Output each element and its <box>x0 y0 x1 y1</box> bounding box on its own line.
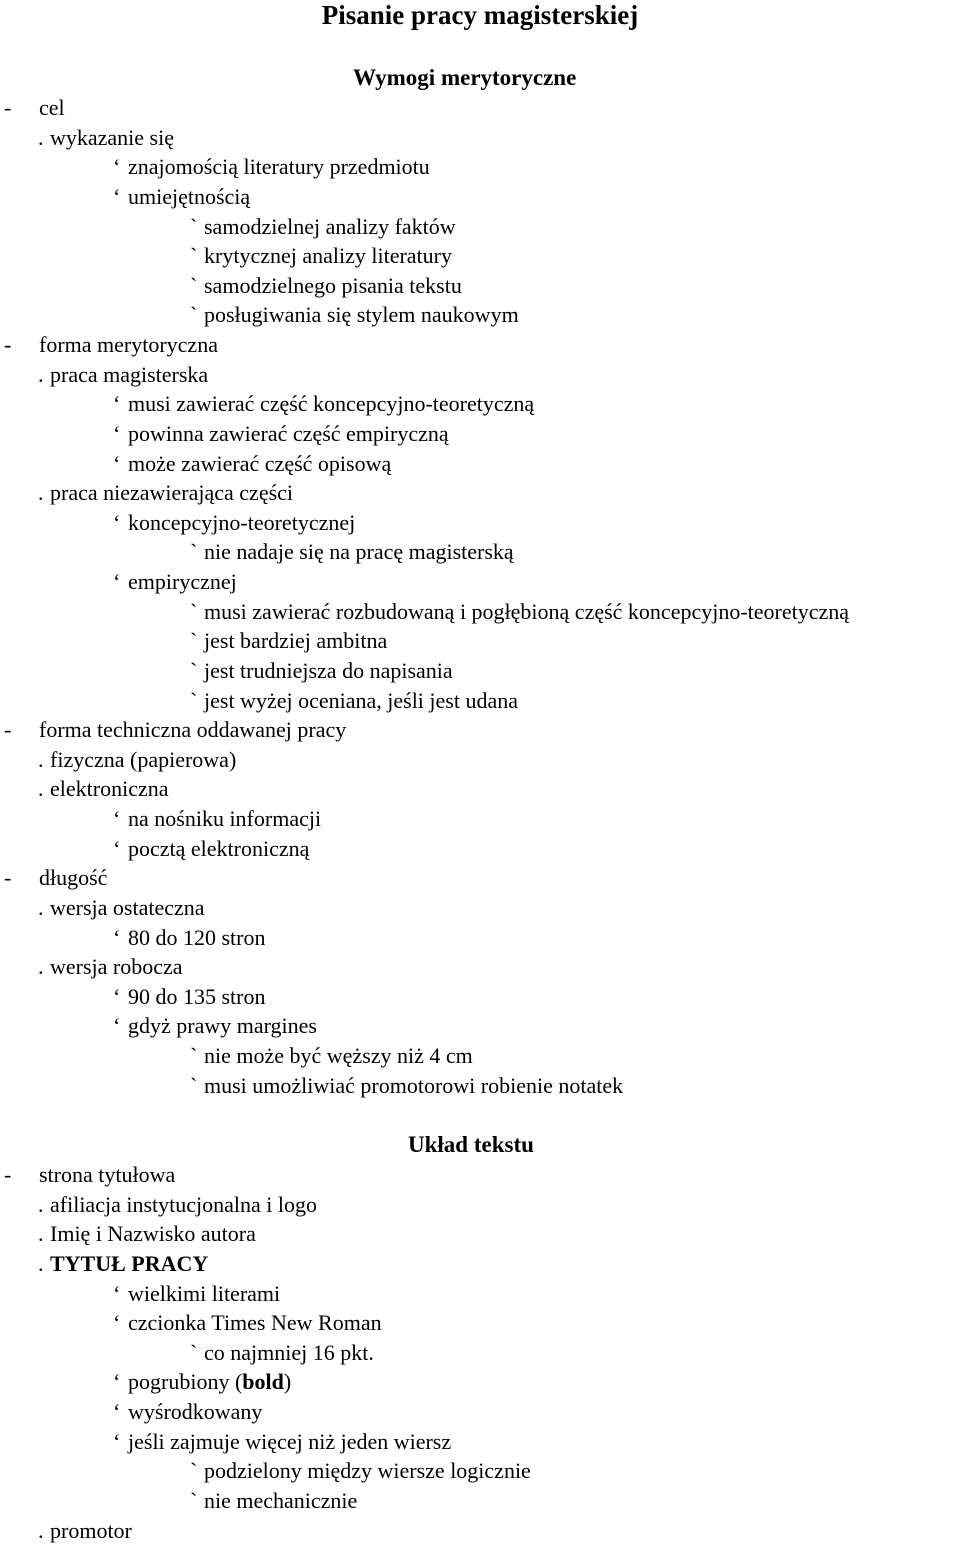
bullet-marker: . <box>38 480 44 506</box>
outline-item <box>0 212 960 242</box>
outline-item-text: strona tytułowa <box>39 1162 176 1187</box>
text-part: pogrubiony ( <box>128 1369 243 1395</box>
bullet-marker: ‘ <box>113 806 121 831</box>
outline-item-text: może zawierać część opisową <box>128 450 392 476</box>
outline-item <box>0 656 960 686</box>
outline-item <box>0 508 960 538</box>
outline-item <box>0 1397 960 1427</box>
bullet-marker: ` <box>190 1458 198 1484</box>
outline-item-text: posługiwania się stylem naukowym <box>204 302 519 328</box>
bullet-marker: ` <box>190 657 198 683</box>
outline-item-text: koncepcyjno-teoretycznej <box>128 509 356 535</box>
outline-item-text: jest trudniejsza do napisania <box>204 657 453 683</box>
outline-item <box>0 1427 960 1457</box>
outline-item-text: krytycznej analizy literatury <box>204 243 452 269</box>
outline-item <box>0 597 960 627</box>
bullet-marker: . <box>38 894 44 920</box>
outline-item-text: wykazanie się <box>50 124 174 150</box>
outline-item <box>0 1456 960 1486</box>
bullet-marker: ` <box>190 302 198 328</box>
bullet-marker: . <box>38 776 44 802</box>
outline-item <box>0 1219 960 1249</box>
outline-item-text: znajomością literatury przedmiotu <box>128 154 430 180</box>
bullet-marker: - <box>4 95 12 120</box>
outline-item <box>0 1367 960 1397</box>
bullet-marker: - <box>4 332 12 357</box>
outline-item <box>0 804 960 834</box>
outline-item <box>0 1486 960 1516</box>
outline-item <box>0 1308 960 1338</box>
outline-item-text: wersja ostateczna <box>50 894 205 920</box>
bullet-marker: . <box>38 1517 44 1543</box>
outline-item-text: afiliacja instytucjonalna i logo <box>50 1191 317 1217</box>
bullet-marker: ` <box>190 687 198 713</box>
text-part: ) <box>283 1369 292 1395</box>
bullet-marker: ‘ <box>113 569 121 594</box>
outline-item <box>0 1071 960 1101</box>
bullet-marker: . <box>38 124 44 150</box>
outline-item-text: na nośniku informacji <box>128 806 322 831</box>
outline-item <box>0 1160 960 1190</box>
outline-item <box>0 537 960 567</box>
outline-item <box>0 419 960 449</box>
bullet-marker: . <box>38 1221 44 1247</box>
outline-item-text: cel <box>39 95 65 120</box>
outline-item-text: wyśrodkowany <box>128 1399 263 1424</box>
outline-item <box>0 389 960 419</box>
bullet-marker: ` <box>190 272 198 298</box>
outline-item-text: pocztą elektroniczną <box>128 835 310 861</box>
outline-item <box>0 360 960 390</box>
outline-item-text: nie mechanicznie <box>204 1487 358 1513</box>
outline-list-wymogi <box>0 93 960 1100</box>
outline-item-text: jest bardziej ambitna <box>204 628 388 654</box>
outline-item-text: podzielony między wiersze logicznie <box>204 1458 531 1484</box>
outline-item-text: forma techniczna oddawanej pracy <box>39 717 347 743</box>
bullet-marker: ‘ <box>113 509 121 535</box>
outline-item-text: umiejętnością <box>128 183 251 209</box>
bullet-marker: - <box>4 865 12 891</box>
outline-item <box>0 1338 960 1368</box>
bullet-marker: - <box>4 1162 12 1187</box>
outline-item-text: gdyż prawy margines <box>128 1013 317 1039</box>
outline-item <box>0 1516 960 1545</box>
bullet-marker: ` <box>190 598 198 624</box>
bullet-marker: ‘ <box>113 1369 121 1395</box>
outline-item-text: musi umożliwiać promotorowi robienie notatek <box>204 1072 624 1098</box>
outline-item <box>0 982 960 1012</box>
outline-item-text: promotor <box>50 1517 132 1543</box>
bullet-marker: ‘ <box>113 1280 121 1306</box>
bullet-marker: ‘ <box>113 420 121 446</box>
bullet-marker: ‘ <box>113 1310 121 1336</box>
section-heading-uklad: Układ tekstu <box>408 1132 534 1157</box>
bullet-marker: . <box>38 361 44 387</box>
outline-item-text: 80 do 120 stron <box>128 924 266 950</box>
bullet-marker: ` <box>190 213 198 239</box>
outline-item <box>0 952 960 982</box>
outline-item-text: 90 do 135 stron <box>128 983 266 1009</box>
outline-item <box>0 863 960 893</box>
bullet-marker: ‘ <box>113 835 121 861</box>
outline-item <box>0 834 960 864</box>
outline-item <box>0 715 960 745</box>
bold-word: bold <box>242 1369 284 1395</box>
bullet-marker: ` <box>190 1043 198 1068</box>
bullet-marker: ` <box>190 1072 198 1098</box>
outline-item-text: musi zawierać rozbudowaną i pogłębioną część koncepcyjno-teoretyczną <box>204 598 850 624</box>
outline-item <box>0 1041 960 1071</box>
outline-item-text: empirycznej <box>128 569 237 594</box>
outline-item-text: jeśli zajmuje więcej niż jeden wiersz <box>128 1428 452 1454</box>
outline-item <box>0 745 960 775</box>
outline-item-text: musi zawierać część koncepcyjno-teoretyczną <box>128 391 535 417</box>
bullet-marker: . <box>38 1191 44 1217</box>
outline-item-text: jest wyżej oceniana, jeśli jest udana <box>204 687 518 713</box>
outline-item <box>0 1249 960 1279</box>
bullet-marker: ` <box>190 243 198 269</box>
bullet-marker: ‘ <box>113 391 121 417</box>
outline-item <box>0 152 960 182</box>
outline-item-text: forma merytoryczna <box>39 332 218 357</box>
outline-item-text: praca niezawierająca części <box>50 480 294 506</box>
bullet-marker: . <box>38 954 44 980</box>
outline-item-text: nie może być węższy niż 4 cm <box>204 1043 473 1068</box>
outline-item <box>0 686 960 716</box>
bullet-marker: ‘ <box>113 983 121 1009</box>
outline-item <box>0 1190 960 1220</box>
outline-item <box>0 93 960 123</box>
bullet-marker: ‘ <box>113 183 121 209</box>
outline-item <box>0 774 960 804</box>
outline-item <box>0 123 960 153</box>
outline-item-text: praca magisterska <box>50 361 209 387</box>
bullet-marker: ‘ <box>113 154 121 180</box>
bullet-marker: ` <box>190 1339 198 1365</box>
outline-item <box>0 241 960 271</box>
outline-item <box>0 271 960 301</box>
bullet-marker: ‘ <box>113 924 121 950</box>
outline-item <box>0 330 960 360</box>
outline-item-text: nie nadaje się na pracę magisterską <box>204 539 514 565</box>
outline-item <box>0 1279 960 1309</box>
bullet-marker: ` <box>190 1487 198 1513</box>
outline-item <box>0 182 960 212</box>
outline-list-uklad <box>0 1160 960 1545</box>
outline-item <box>0 478 960 508</box>
outline-item-text: samodzielnego pisania tekstu <box>204 272 462 298</box>
outline-item <box>0 300 960 330</box>
outline-item-text: TYTUŁ PRACY <box>50 1250 209 1276</box>
outline-item <box>0 893 960 923</box>
outline-item <box>0 567 960 597</box>
bullet-marker: - <box>4 717 12 743</box>
document-title: Pisanie pracy magisterskiej <box>321 0 639 30</box>
bullet-marker: . <box>38 1250 44 1276</box>
bullet-marker: ‘ <box>113 1428 121 1454</box>
bullet-marker: ` <box>190 539 198 565</box>
outline-item-text: Imię i Nazwisko autora <box>50 1221 256 1247</box>
outline-item-text: co najmniej 16 pkt. <box>204 1339 374 1365</box>
bullet-marker: ` <box>190 628 198 654</box>
outline-item-text: wielkimi literami <box>128 1280 281 1306</box>
outline-item <box>0 1011 960 1041</box>
bullet-marker: ‘ <box>113 1013 121 1039</box>
bullet-marker: ‘ <box>113 1399 121 1424</box>
section-heading-wymogi: Wymogi merytoryczne <box>353 65 577 90</box>
outline-item <box>0 626 960 656</box>
outline-item-text: elektroniczna <box>50 776 169 802</box>
outline-item-text <box>128 1367 291 1397</box>
outline-item <box>0 923 960 953</box>
outline-item <box>0 449 960 479</box>
outline-item-text: długość <box>39 865 108 891</box>
outline-item-text: wersja robocza <box>50 954 183 980</box>
outline-item-text: czcionka Times New Roman <box>128 1310 382 1336</box>
bullet-marker: . <box>38 746 44 772</box>
outline-item-text: powinna zawierać część empiryczną <box>128 420 449 446</box>
outline-item-text: fizyczna (papierowa) <box>50 746 237 772</box>
outline-item-text: samodzielnej analizy faktów <box>204 213 456 239</box>
bullet-marker: ‘ <box>113 450 121 476</box>
